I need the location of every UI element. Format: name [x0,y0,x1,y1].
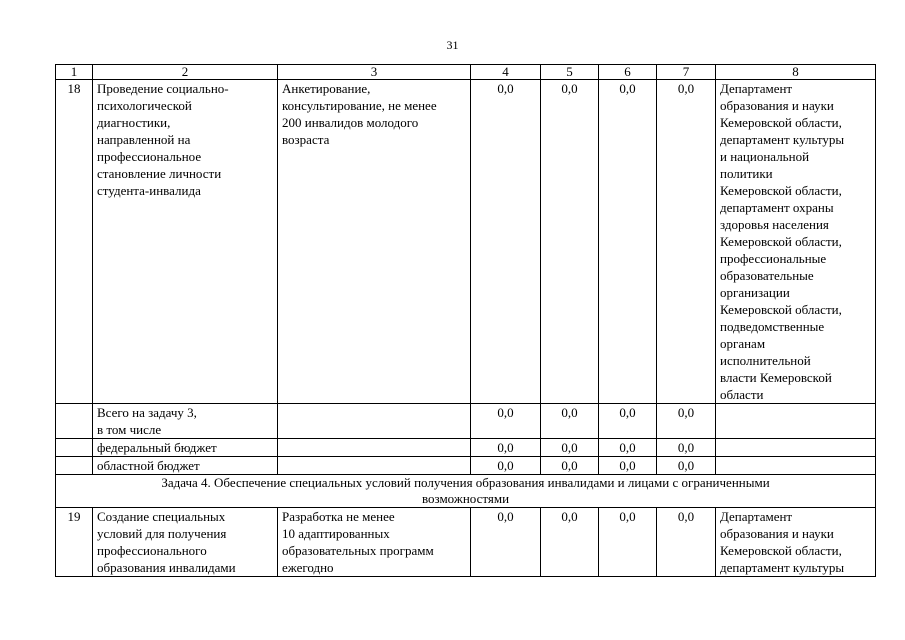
total-label: Всего на задачу 3, в том числе [93,404,278,439]
activity-result: Анкетирование, консультирование, не менее 200 инвалидов молодого возраста [278,80,471,404]
value-cell: 0,0 [471,404,541,439]
value-cell: 0,0 [657,404,716,439]
value-cell: 0,0 [471,80,541,404]
executor-cell: Департамент образования и науки Кемеровской области, департамент культуры и национальной политики Кемеровской области, департамент охраны здоровья населения Кемеровской области, профессиональные образовательные организации Кемеровской области, подведомственные органам исполнительной власти Кемеровской области [716,80,876,404]
empty-cell [716,457,876,475]
value-cell: 0,0 [541,80,599,404]
header-cell: 2 [93,65,278,80]
regional-budget-row [56,457,876,475]
header-cell: 4 [471,65,541,80]
federal-budget-row [56,439,876,457]
header-cell: 7 [657,65,716,80]
task-4-row [56,475,876,508]
task-4-heading: Задача 4. Обеспечение специальных условий получения образования инвалидами и лицами с ограниченными возможностями [56,475,876,508]
header-cell: 3 [278,65,471,80]
header-cell: 6 [599,65,657,80]
empty-cell [278,457,471,475]
header-row [56,65,876,80]
value-cell: 0,0 [471,439,541,457]
header-cell: 8 [716,65,876,80]
value-cell: 0,0 [471,457,541,475]
page-number: 31 [446,38,459,52]
value-cell: 0,0 [657,80,716,404]
activity-result: Разработка не менее 10 адаптированных образовательных программ ежегодно [278,508,471,577]
value-cell: 0,0 [657,457,716,475]
header-cell: 1 [56,65,93,80]
value-cell: 0,0 [541,439,599,457]
table-row-19 [56,508,876,577]
value-cell: 0,0 [471,508,541,577]
empty-cell [56,439,93,457]
value-cell: 0,0 [599,457,657,475]
empty-cell [278,404,471,439]
activity-name: Создание специальных условий для получения профессионального образования инвалидами [93,508,278,577]
empty-cell [56,457,93,475]
value-cell: 0,0 [599,439,657,457]
value-cell: 0,0 [657,508,716,577]
executor-cell: Департамент образования и науки Кемеровской области, департамент культуры [716,508,876,577]
value-cell: 0,0 [541,404,599,439]
program-table [55,64,876,577]
federal-budget-label: федеральный бюджет [93,439,278,457]
empty-cell [716,439,876,457]
value-cell: 0,0 [599,80,657,404]
value-cell: 0,0 [599,508,657,577]
activity-name: Проведение социально- психологической диагностики, направленной на профессиональное становление личности студента-инвалида [93,80,278,404]
value-cell: 0,0 [541,508,599,577]
value-cell: 0,0 [541,457,599,475]
table-row-18 [56,80,876,404]
total-row [56,404,876,439]
value-cell: 0,0 [599,404,657,439]
empty-cell [716,404,876,439]
row-number: 18 [56,80,93,404]
row-number: 19 [56,508,93,577]
empty-cell [56,404,93,439]
empty-cell [278,439,471,457]
value-cell: 0,0 [657,439,716,457]
regional-budget-label: областной бюджет [93,457,278,475]
header-cell: 5 [541,65,599,80]
